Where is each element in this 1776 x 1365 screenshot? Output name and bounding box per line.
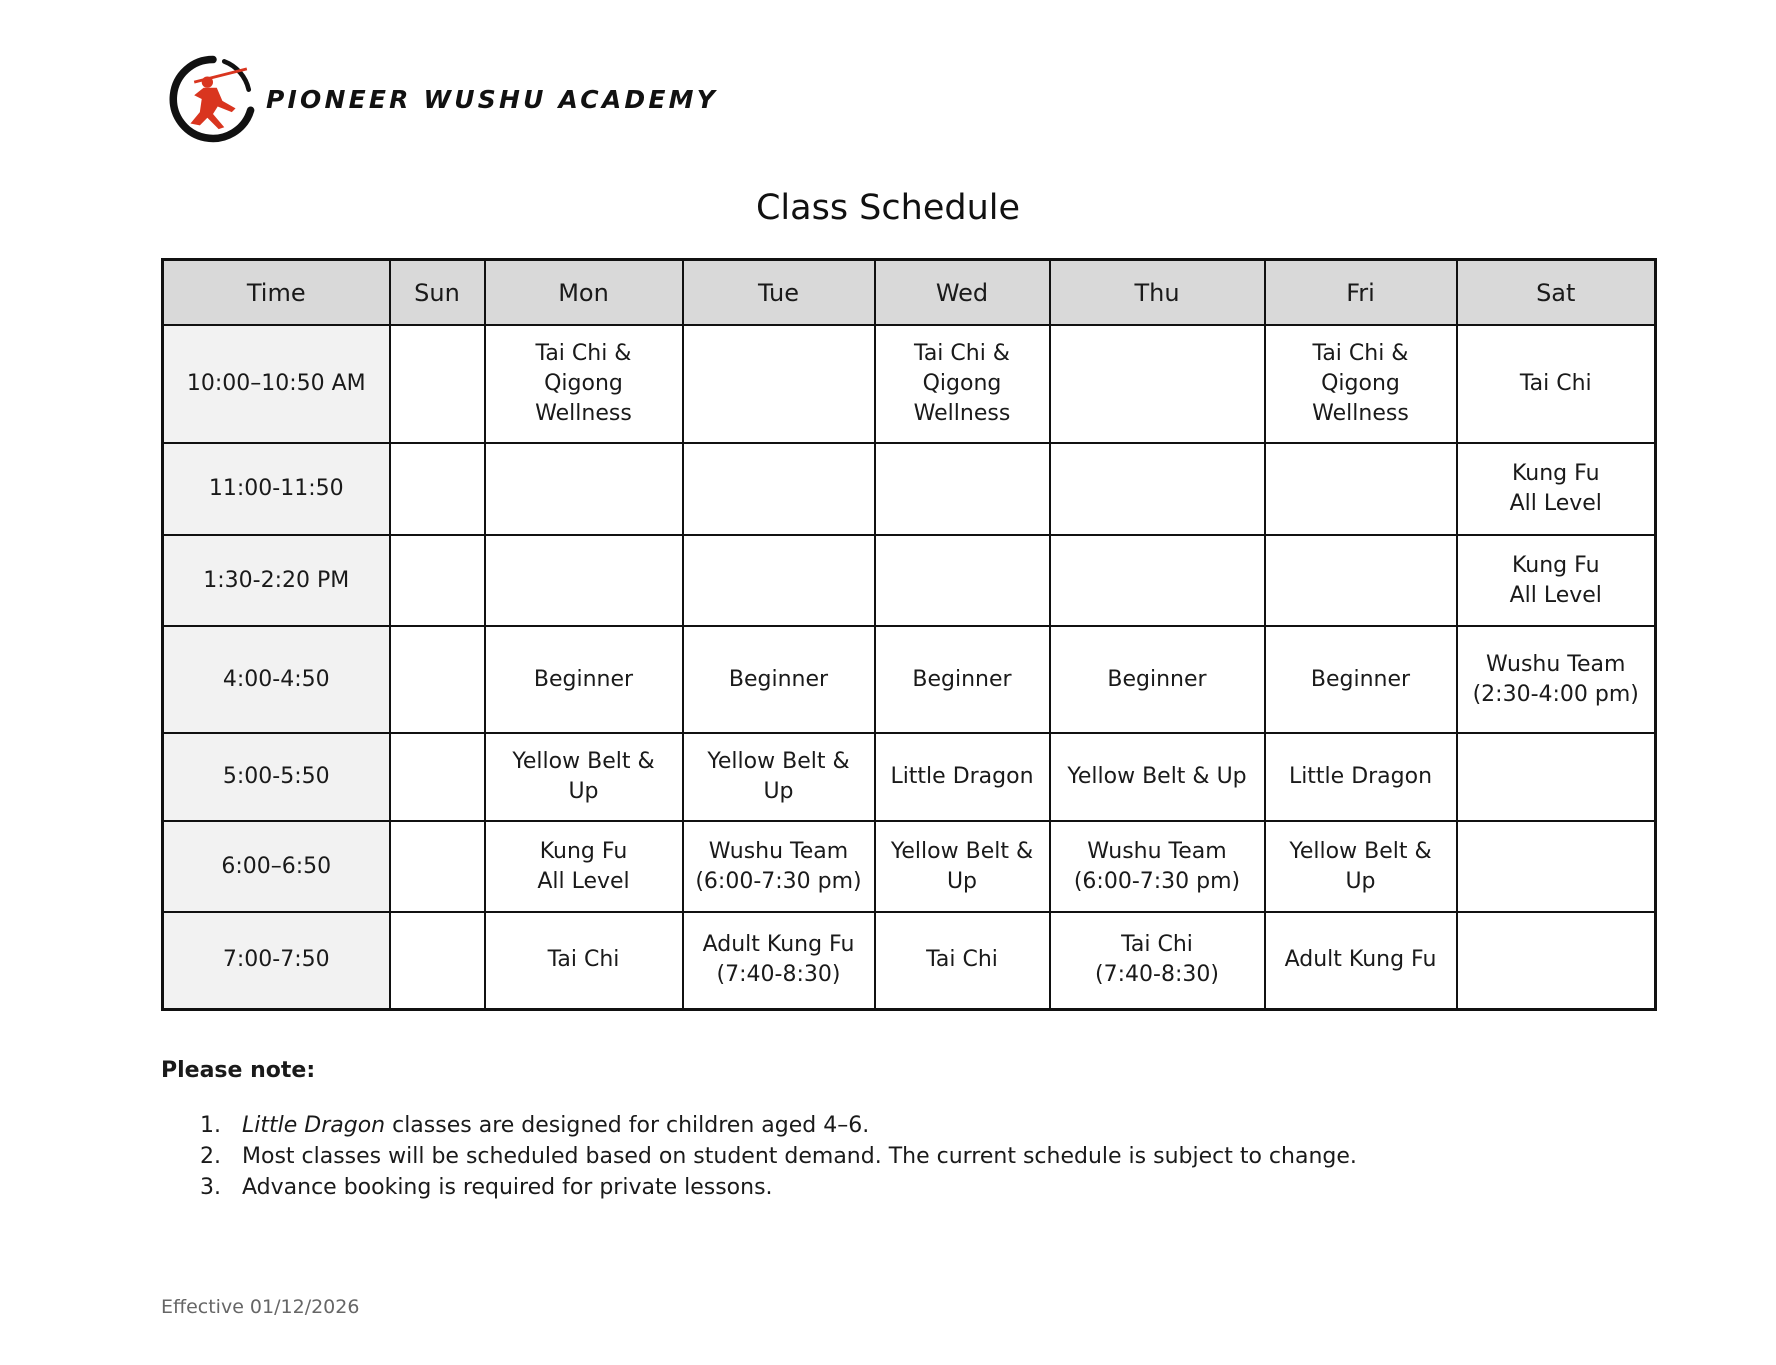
class-schedule-table <box>161 258 1657 1011</box>
class-cell-thu <box>1050 443 1265 535</box>
class-cell-wed: Little Dragon <box>875 733 1050 821</box>
class-cell-sat <box>1457 912 1656 1009</box>
note-number: 3. <box>200 1175 221 1200</box>
table-row <box>163 535 1656 626</box>
notes-heading: Please note: <box>161 1058 316 1083</box>
notes-list <box>200 1110 1357 1203</box>
class-cell-thu <box>1050 535 1265 626</box>
class-cell-sun <box>390 325 485 443</box>
note-number: 1. <box>200 1113 221 1138</box>
class-cell-tue: Adult Kung Fu (7:40-8:30) <box>683 912 875 1009</box>
class-cell-sun <box>390 912 485 1009</box>
class-cell-sat: Tai Chi <box>1457 325 1656 443</box>
class-cell-mon: Tai Chi & Qigong Wellness <box>485 325 683 443</box>
class-cell-mon: Yellow Belt & Up <box>485 733 683 821</box>
header-mon: Mon <box>485 260 683 326</box>
header-fri: Fri <box>1265 260 1457 326</box>
time-cell: 11:00-11:50 <box>163 443 390 535</box>
table-row <box>163 626 1656 733</box>
table-row <box>163 443 1656 535</box>
class-cell-thu <box>1050 325 1265 443</box>
class-cell-sun <box>390 443 485 535</box>
class-cell-fri <box>1265 443 1457 535</box>
time-cell: 6:00–6:50 <box>163 821 390 912</box>
class-cell-sun <box>390 821 485 912</box>
class-cell-tue <box>683 443 875 535</box>
time-cell: 5:00-5:50 <box>163 733 390 821</box>
header-sat: Sat <box>1457 260 1656 326</box>
class-cell-wed: Tai Chi & Qigong Wellness <box>875 325 1050 443</box>
note-text-wrap <box>242 1172 773 1203</box>
class-cell-tue: Yellow Belt & Up <box>683 733 875 821</box>
class-cell-wed <box>875 535 1050 626</box>
class-cell-tue: Wushu Team (6:00-7:30 pm) <box>683 821 875 912</box>
class-cell-fri: Tai Chi & Qigong Wellness <box>1265 325 1457 443</box>
class-cell-mon: Beginner <box>485 626 683 733</box>
time-cell: 10:00–10:50 AM <box>163 325 390 443</box>
note-text: Most classes will be scheduled based on student demand. The current schedule is subject to change. <box>242 1144 1357 1169</box>
wushu-figure-logo-icon <box>166 52 260 146</box>
class-cell-wed: Yellow Belt & Up <box>875 821 1050 912</box>
class-cell-tue <box>683 535 875 626</box>
class-cell-sun <box>390 733 485 821</box>
note-emphasis: Little Dragon <box>242 1113 386 1138</box>
class-cell-fri: Beginner <box>1265 626 1457 733</box>
class-cell-sat: Kung Fu All Level <box>1457 443 1656 535</box>
header-row <box>163 260 1656 326</box>
class-cell-mon: Kung Fu All Level <box>485 821 683 912</box>
class-cell-sun <box>390 626 485 733</box>
header-thu: Thu <box>1050 260 1265 326</box>
class-cell-fri: Little Dragon <box>1265 733 1457 821</box>
class-cell-wed: Tai Chi <box>875 912 1050 1009</box>
class-cell-sat <box>1457 733 1656 821</box>
time-cell: 7:00-7:50 <box>163 912 390 1009</box>
note-item <box>200 1172 1357 1203</box>
table-row <box>163 733 1656 821</box>
academy-logo <box>166 54 726 144</box>
class-cell-thu: Yellow Belt & Up <box>1050 733 1265 821</box>
class-cell-tue <box>683 325 875 443</box>
note-text-wrap <box>242 1110 869 1141</box>
table-row <box>163 325 1656 443</box>
class-cell-thu: Tai Chi (7:40-8:30) <box>1050 912 1265 1009</box>
note-text-wrap <box>242 1141 1357 1172</box>
header-sun: Sun <box>390 260 485 326</box>
note-text: classes are designed for children aged 4–6. <box>385 1113 870 1138</box>
table-row <box>163 821 1656 912</box>
schedule-body <box>163 325 1656 1009</box>
class-cell-sat <box>1457 821 1656 912</box>
class-cell-mon: Tai Chi <box>485 912 683 1009</box>
class-cell-fri <box>1265 535 1457 626</box>
class-cell-mon <box>485 535 683 626</box>
effective-date: Effective 01/12/2026 <box>161 1296 360 1318</box>
class-cell-thu: Beginner <box>1050 626 1265 733</box>
note-text: Advance booking is required for private lessons. <box>242 1175 773 1200</box>
class-cell-fri: Adult Kung Fu <box>1265 912 1457 1009</box>
time-cell: 1:30-2:20 PM <box>163 535 390 626</box>
time-cell: 4:00-4:50 <box>163 626 390 733</box>
note-item <box>200 1110 1357 1141</box>
note-number: 2. <box>200 1144 221 1169</box>
note-item <box>200 1141 1357 1172</box>
class-cell-sat: Kung Fu All Level <box>1457 535 1656 626</box>
academy-name: PIONEER WUSHU ACADEMY <box>266 84 719 114</box>
page-title: Class Schedule <box>755 188 1021 228</box>
class-cell-sat: Wushu Team (2:30-4:00 pm) <box>1457 626 1656 733</box>
header-wed: Wed <box>875 260 1050 326</box>
header-time: Time <box>163 260 390 326</box>
class-cell-sun <box>390 535 485 626</box>
header-tue: Tue <box>683 260 875 326</box>
class-cell-wed: Beginner <box>875 626 1050 733</box>
class-cell-mon <box>485 443 683 535</box>
table-row <box>163 912 1656 1009</box>
class-cell-thu: Wushu Team (6:00-7:30 pm) <box>1050 821 1265 912</box>
class-cell-wed <box>875 443 1050 535</box>
class-cell-tue: Beginner <box>683 626 875 733</box>
class-cell-fri: Yellow Belt & Up <box>1265 821 1457 912</box>
